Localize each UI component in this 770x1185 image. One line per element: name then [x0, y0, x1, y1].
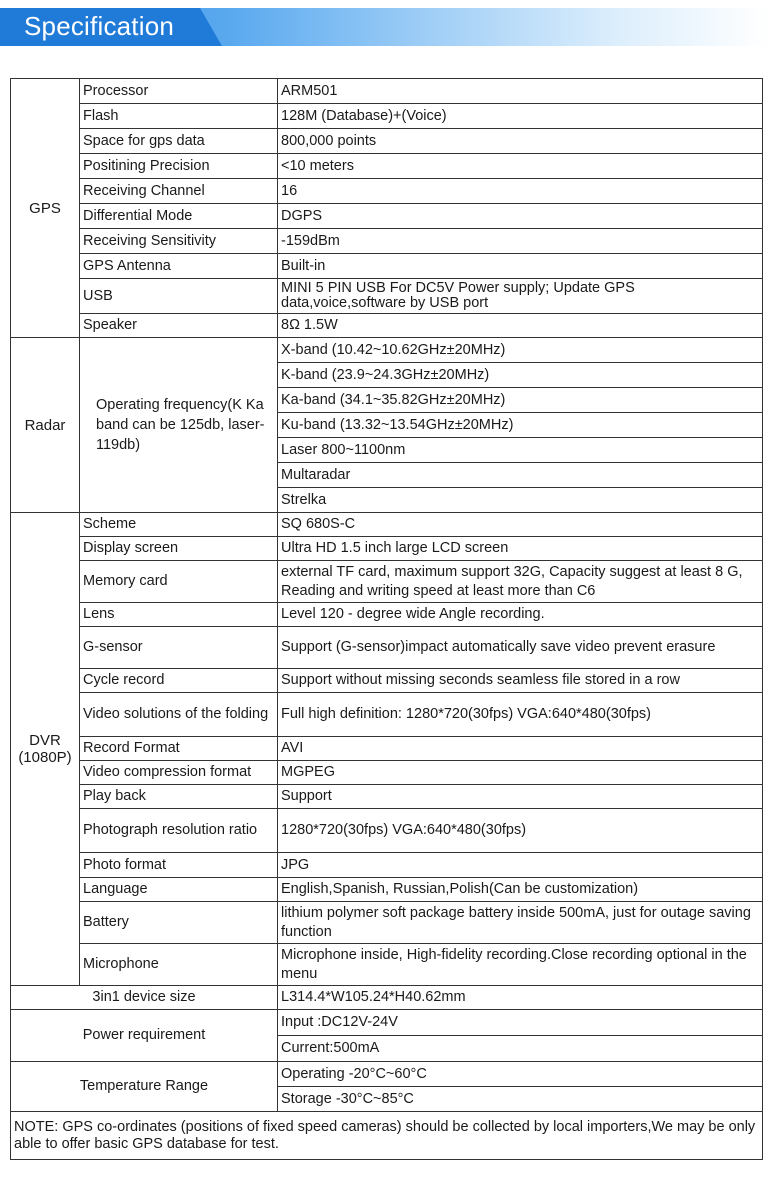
spec-label: Language: [80, 878, 278, 902]
spec-label: USB: [80, 279, 278, 314]
table-row: [11, 809, 763, 853]
spec-label: Power requirement: [11, 1010, 278, 1062]
spec-value: Ka-band (34.1~35.82GHz±20MHz): [278, 388, 763, 413]
spec-label: Flash: [80, 104, 278, 129]
spec-value: Support (G-sensor)impact automatically save video prevent erasure: [278, 627, 763, 669]
spec-label: Receiving Channel: [80, 179, 278, 204]
spec-label: Microphone: [80, 944, 278, 986]
table-row: [11, 853, 763, 878]
spec-value: SQ 680S-C: [278, 513, 763, 537]
table-row: [11, 561, 763, 603]
specification-banner: [0, 8, 770, 46]
spec-value: Ultra HD 1.5 inch large LCD screen: [278, 537, 763, 561]
spec-value: 1280*720(30fps) VGA:640*480(30fps): [278, 809, 763, 853]
spec-value: Current:500mA: [278, 1036, 763, 1062]
category-dvr-line1: DVR: [29, 732, 61, 749]
spec-label: Record Format: [80, 737, 278, 761]
spec-value: Operating -20°C~60°C: [278, 1062, 763, 1087]
spec-label: Memory card: [80, 561, 278, 603]
spec-value: Input :DC12V-24V: [278, 1010, 763, 1036]
spec-value: Support: [278, 785, 763, 809]
table-row: [11, 129, 763, 154]
spec-value: external TF card, maximum support 32G, Capacity suggest at least 8 G, Reading and writing speed at least more than C6: [278, 561, 763, 603]
spec-label: Video compression format: [80, 761, 278, 785]
spec-value: L314.4*W105.24*H40.62mm: [278, 986, 763, 1010]
table-row: [11, 902, 763, 944]
table-row: [11, 627, 763, 669]
table-row: [11, 254, 763, 279]
table-row: [11, 669, 763, 693]
table-row: [11, 314, 763, 338]
spec-value: Built-in: [278, 254, 763, 279]
spec-value: Storage -30°C~85°C: [278, 1087, 763, 1112]
spec-label: GPS Antenna: [80, 254, 278, 279]
spec-value: Level 120 - degree wide Angle recording.: [278, 603, 763, 627]
spec-value: Multaradar: [278, 463, 763, 488]
table-row: [11, 229, 763, 254]
spec-value: 800,000 points: [278, 129, 763, 154]
table-row: [11, 279, 763, 314]
table-row: [11, 603, 763, 627]
page-title: Specification: [24, 11, 175, 41]
table-row: [11, 878, 763, 902]
table-row: [11, 204, 763, 229]
category-dvr: [11, 513, 80, 986]
note-text: NOTE: GPS co-ordinates (positions of fixed speed cameras) should be collected by local importers,We may be only able to offer basic GPS database for test.: [11, 1112, 763, 1160]
spec-label: Processor: [80, 79, 278, 104]
spec-value: K-band (23.9~24.3GHz±20MHz): [278, 363, 763, 388]
spec-label: Speaker: [80, 314, 278, 338]
spec-label: Operating frequency(K Ka band can be 125db, laser-119db): [80, 338, 278, 513]
spec-value: English,Spanish, Russian,Polish(Can be customization): [278, 878, 763, 902]
table-row: [11, 1062, 763, 1087]
spec-value: X-band (10.42~10.62GHz±20MHz): [278, 338, 763, 363]
spec-value: Full high definition: 1280*720(30fps) VGA:640*480(30fps): [278, 693, 763, 737]
spec-value: MINI 5 PIN USB For DC5V Power supply; Update GPS data,voice,software by USB port: [278, 279, 763, 314]
table-row: [11, 693, 763, 737]
table-row: [11, 513, 763, 537]
specification-table: [10, 78, 763, 1160]
spec-value: Strelka: [278, 488, 763, 513]
spec-label: G-sensor: [80, 627, 278, 669]
spec-value: <10 meters: [278, 154, 763, 179]
spec-label: Play back: [80, 785, 278, 809]
spec-value: 128M (Database)+(Voice): [278, 104, 763, 129]
category-radar: Radar: [11, 338, 80, 513]
spec-value: Ku-band (13.32~13.54GHz±20MHz): [278, 413, 763, 438]
table-row: [11, 179, 763, 204]
spec-value: JPG: [278, 853, 763, 878]
table-row: [11, 1112, 763, 1160]
spec-value: Laser 800~1100nm: [278, 438, 763, 463]
spec-value: lithium polymer soft package battery inside 500mA, just for outage saving function: [278, 902, 763, 944]
spec-value: 8Ω 1.5W: [278, 314, 763, 338]
table-row: [11, 537, 763, 561]
table-row: [11, 79, 763, 104]
spec-value: ARM501: [278, 79, 763, 104]
spec-label: Photograph resolution ratio: [80, 809, 278, 853]
table-row: [11, 154, 763, 179]
spec-label: Lens: [80, 603, 278, 627]
spec-label: Battery: [80, 902, 278, 944]
table-row: [11, 104, 763, 129]
spec-label: Cycle record: [80, 669, 278, 693]
table-row: [11, 761, 763, 785]
spec-value: AVI: [278, 737, 763, 761]
spec-value: Support without missing seconds seamless file stored in a row: [278, 669, 763, 693]
spec-label: Receiving Sensitivity: [80, 229, 278, 254]
table-row: [11, 1010, 763, 1036]
table-row: [11, 944, 763, 986]
spec-label: 3in1 device size: [11, 986, 278, 1010]
category-dvr-line2: (1080P): [18, 749, 72, 766]
table-row: [11, 785, 763, 809]
spec-label: Display screen: [80, 537, 278, 561]
spec-label: Temperature Range: [11, 1062, 278, 1112]
spec-label: Photo format: [80, 853, 278, 878]
table-row: [11, 737, 763, 761]
spec-value: -159dBm: [278, 229, 763, 254]
table-row: [11, 338, 763, 363]
spec-label: Differential Mode: [80, 204, 278, 229]
spec-value: DGPS: [278, 204, 763, 229]
spec-label: Positining Precision: [80, 154, 278, 179]
spec-value: 16: [278, 179, 763, 204]
table-row: [11, 986, 763, 1010]
spec-value: MGPEG: [278, 761, 763, 785]
spec-label: Space for gps data: [80, 129, 278, 154]
spec-value: Microphone inside, High-fidelity recording.Close recording optional in the menu: [278, 944, 763, 986]
spec-label: Video solutions of the folding: [80, 693, 278, 737]
category-gps: GPS: [11, 79, 80, 338]
spec-label: Scheme: [80, 513, 278, 537]
